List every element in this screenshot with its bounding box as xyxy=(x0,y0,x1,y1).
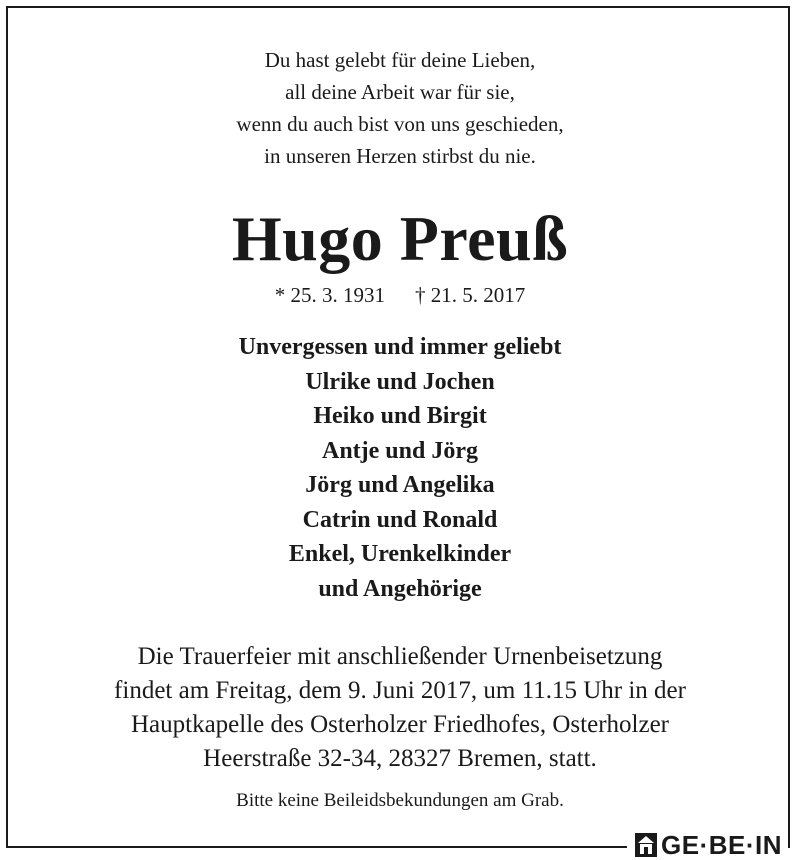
poem-line: wenn du auch bist von uns geschieden, xyxy=(236,112,564,136)
poem-line: in unseren Herzen stirbst du nie. xyxy=(264,144,536,168)
death-date: † 21. 5. 2017 xyxy=(415,283,526,307)
mourner-line: Heiko und Birgit xyxy=(313,403,487,429)
mourner-line: und Angehörige xyxy=(318,575,482,602)
ceremony-line: findet am Freitag, dem 9. Juni 2017, um 11.15 Uhr in der xyxy=(114,677,686,704)
mourner-line: Catrin und Ronald xyxy=(302,506,498,533)
mourner-line: Jörg und Angelika xyxy=(305,472,495,498)
ceremony-details xyxy=(0,640,800,776)
ceremony-line: Die Trauerfeier mit anschließender Urnenbeisetzung xyxy=(137,643,663,670)
mourners-list xyxy=(0,330,800,606)
mourner-line: Enkel, Urenkelkinder xyxy=(288,541,512,567)
gebein-logo xyxy=(627,830,788,860)
mourner-line: Antje und Jörg xyxy=(321,437,478,464)
memorial-poem xyxy=(0,44,800,172)
deceased-name: Hugo Preuß xyxy=(231,203,569,274)
mourner-line: Ulrike und Jochen xyxy=(305,368,495,395)
birth-date: * 25. 3. 1931 xyxy=(274,283,385,307)
poem-line: all deine Arbeit war für sie, xyxy=(285,80,515,104)
ceremony-line: Heerstraße 32-34, 28327 Bremen, statt. xyxy=(203,745,597,772)
condolence-note: Bitte keine Beileidsbekundungen am Grab. xyxy=(236,790,564,811)
gebein-house-icon xyxy=(635,833,657,857)
logo-text: GE·BE·IN xyxy=(661,830,782,860)
poem-line: Du hast gelebt für deine Lieben, xyxy=(264,48,536,72)
ceremony-line: Hauptkapelle des Osterholzer Friedhofes, Osterholzer xyxy=(130,711,669,738)
life-dates xyxy=(0,280,800,310)
mourner-line: Unvergessen und immer geliebt xyxy=(238,334,562,360)
